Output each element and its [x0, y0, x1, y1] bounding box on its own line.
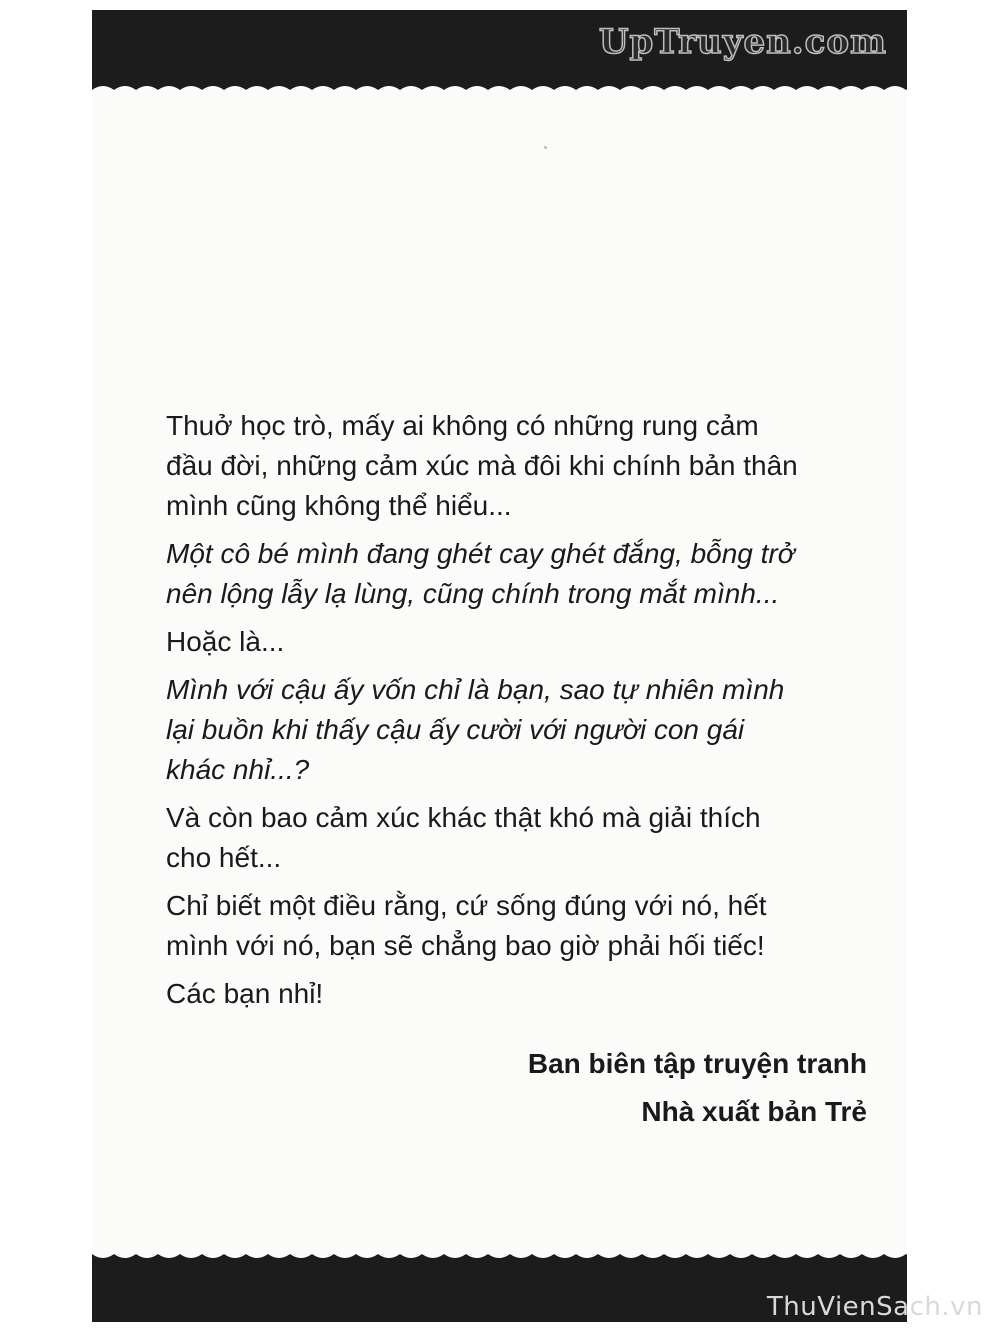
watermark-logo-top: UpTruyen.com	[598, 22, 887, 62]
signature-line-2: Nhà xuất bản Trẻ	[641, 1096, 867, 1127]
paragraph-7: Các bạn nhỉ!	[166, 978, 324, 1009]
scalloped-edge-top	[92, 82, 907, 95]
paragraph-3: Hoặc là...	[166, 626, 285, 657]
paragraph-6: Chỉ biết một điều rằng, cứ sống đúng với nó, hết mình với nó, bạn sẽ chẳng bao giờ phải hối tiếc!	[166, 890, 767, 961]
book-page	[92, 10, 907, 1322]
intro-text	[166, 406, 886, 1022]
paragraph-4: Mình với cậu ấy vốn chỉ là bạn, sao tự nhiên mình lại buồn khi thấy cậu ấy cười với người con gái khác nhỉ...?	[166, 674, 785, 785]
watermark-site-bottom: ThuVienSach.vn	[766, 1292, 983, 1322]
signature	[528, 1040, 867, 1136]
paragraph-2: Một cô bé mình đang ghét cay ghét đắng, bỗng trở nên lộng lẫy lạ lùng, cũng chính trong mắt mình...	[166, 538, 795, 609]
paragraph-1: Thuở học trò, mấy ai không có những rung cảm đầu đời, những cảm xúc mà đôi khi chính bản thân mình cũng không thể hiểu...	[166, 410, 798, 521]
paragraph-5: Và còn bao cảm xúc khác thật khó mà giải thích cho hết...	[166, 802, 761, 873]
paper-speck	[544, 146, 547, 149]
top-decorative-band	[92, 10, 907, 95]
scalloped-edge-bottom	[92, 1249, 907, 1262]
signature-line-1: Ban biên tập truyện tranh	[527, 1048, 867, 1079]
